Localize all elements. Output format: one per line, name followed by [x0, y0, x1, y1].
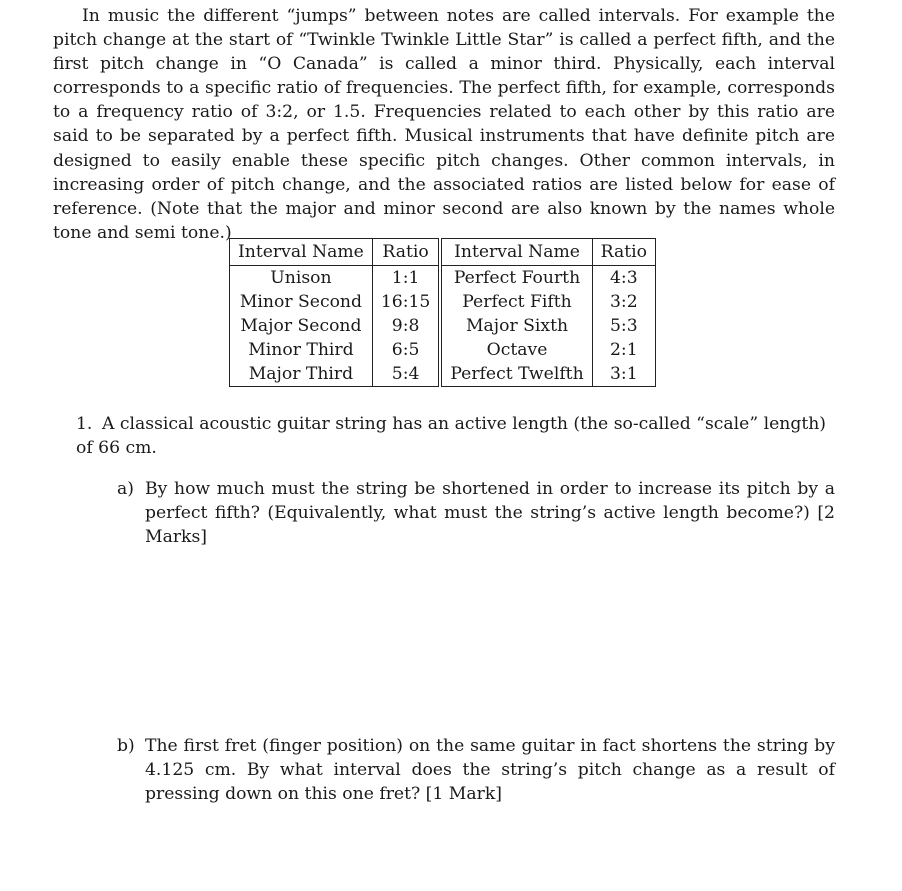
- interval-name-cell: Major Second: [230, 314, 373, 338]
- ratio-cell: 5:3: [592, 314, 655, 338]
- interval-name-cell: Minor Second: [230, 290, 373, 314]
- table-row: [230, 290, 656, 314]
- question-1: [76, 412, 836, 460]
- question-1a: [117, 477, 835, 549]
- ratio-cell: 4:3: [592, 266, 655, 291]
- interval-name-cell: Octave: [440, 338, 592, 362]
- interval-name-cell: Perfect Fourth: [440, 266, 592, 291]
- interval-name-cell: Major Sixth: [440, 314, 592, 338]
- ratio-cell: 9:8: [372, 314, 440, 338]
- header-interval-name-left: Interval Name: [230, 239, 373, 266]
- question-1b-text: The first fret (finger position) on the same guitar in fact shortens the string by 4.125 cm. By what interval does the string’s pitch change as a result of pressing down on this one fret? [1 Mark]: [145, 736, 835, 805]
- ratio-cell: 5:4: [372, 362, 440, 387]
- table-row: [230, 362, 656, 387]
- interval-table-container: [229, 238, 656, 387]
- interval-name-cell: Minor Third: [230, 338, 373, 362]
- ratio-cell: 6:5: [372, 338, 440, 362]
- interval-name-cell: Major Third: [230, 362, 373, 387]
- intro-paragraph: In music the different “jumps” between notes are called intervals. For example the pitch change at the start of “Twinkle Twinkle Little Star” is called a perfect fifth, and the first pitch change in “O Canada” is called a minor third. Physically, each interval corresponds to a specific ratio of frequencies. The perfect fifth, for example, corresponds to a frequency ratio of 3:2, or 1.5. Frequencies related to each other by this ratio are said to be separated by a perfect fifth. Musical instruments that have definite pitch are designed to easily enable these specific pitch changes. Other common intervals, in increasing order of pitch change, and the associated ratios are listed below for ease of reference. (Note that the major and minor second are also known by the names whole tone and semi tone.): [53, 6, 835, 243]
- ratio-cell: 16:15: [372, 290, 440, 314]
- ratio-cell: 3:2: [592, 290, 655, 314]
- table-row: [230, 266, 656, 291]
- question-1b: [117, 734, 835, 806]
- ratio-cell: 3:1: [592, 362, 655, 387]
- interval-name-cell: Unison: [230, 266, 373, 291]
- table-row: [230, 338, 656, 362]
- question-1b-label: b): [117, 736, 135, 756]
- header-ratio-right: Ratio: [592, 239, 655, 266]
- question-1-text: A classical acoustic guitar string has an active length (the so-called “scale” length) of 66 cm.: [76, 414, 826, 459]
- header-ratio-left: Ratio: [372, 239, 440, 266]
- table-row: [230, 314, 656, 338]
- interval-ratio-table: [229, 238, 656, 387]
- ratio-cell: 1:1: [372, 266, 440, 291]
- interval-name-cell: Perfect Twelfth: [440, 362, 592, 387]
- question-1-number: 1.: [76, 414, 93, 434]
- question-1a-text: By how much must the string be shortened in order to increase its pitch by a perfect fifth? (Equivalently, what must the string’s active length become?) [2 Marks]: [145, 479, 835, 548]
- interval-name-cell: Perfect Fifth: [440, 290, 592, 314]
- question-1a-label: a): [117, 479, 134, 499]
- ratio-cell: 2:1: [592, 338, 655, 362]
- table-header-row: [230, 239, 656, 266]
- header-interval-name-right: Interval Name: [440, 239, 592, 266]
